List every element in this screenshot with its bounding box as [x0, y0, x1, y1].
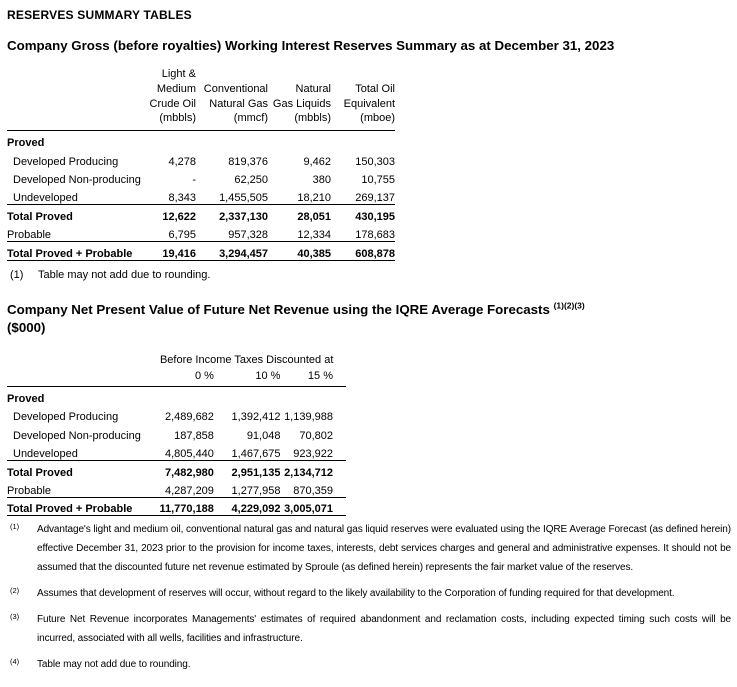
- npv-heading-line2: ($000): [7, 319, 46, 335]
- discount-rate-header: 15 %: [307, 369, 333, 382]
- cell-value: 1,392,412: [231, 411, 281, 424]
- npv-heading-footnote-refs: (1)(2)(3): [553, 300, 585, 311]
- footnote-text: Table may not add due to rounding.: [37, 659, 191, 671]
- cell-value: 2,489,682: [164, 411, 214, 424]
- footnotes-section: [7, 520, 731, 674]
- cell-value: 380: [312, 174, 331, 187]
- cell-value: 62,250: [234, 174, 268, 187]
- cell-value: 2,951,135: [214, 460, 281, 479]
- row-label: Proved: [7, 392, 45, 405]
- column-header-line: Total Oil: [355, 82, 395, 95]
- column-header-line: (mbbls): [159, 112, 196, 125]
- footnote-text: Future Net Revenue incorporates Managements' estimates of required abandonment and reclamation costs, including expected timing such costs will be incurred, associated with all wells, facilities and infrastructure.: [37, 614, 731, 645]
- column-header: [331, 67, 395, 131]
- cell-value: 430,195: [331, 205, 395, 224]
- cell-value: 8,343: [168, 192, 196, 205]
- row-label: Total Proved + Probable: [7, 497, 147, 516]
- column-header-line: (mbbls): [294, 112, 331, 125]
- footnote-marker: (1): [10, 268, 24, 281]
- cell-value: 1,277,958: [231, 484, 281, 497]
- cell-value: 187,858: [174, 429, 214, 442]
- footnote-marker: (1): [10, 522, 20, 532]
- row-label: Undeveloped: [13, 447, 78, 460]
- cell-value: [147, 386, 214, 405]
- column-header-line: Gas Liquids: [272, 97, 331, 110]
- column-header-line: Medium: [156, 82, 196, 95]
- column-header-line: Equivalent: [343, 97, 395, 110]
- footnote-text: Assumes that development of reserves will occur, without regard to the likely availability to the Corporation of funding required for that development.: [37, 588, 675, 600]
- cell-value: [196, 131, 268, 150]
- cell-value: 3,005,071: [280, 497, 346, 516]
- npv-heading-main: Company Net Present Value of Future Net Revenue using the IQRE Average Forecasts: [7, 301, 550, 317]
- cell-value: [268, 131, 331, 150]
- empty-header-cell: [7, 67, 142, 131]
- npv-table: [7, 350, 346, 517]
- footnote-marker: (3): [10, 612, 20, 622]
- footnote-marker: (4): [10, 657, 20, 667]
- npv-heading: [7, 301, 731, 337]
- npv-span-header-row: [7, 350, 346, 368]
- footnote: [7, 520, 731, 577]
- column-header-line: Crude Oil: [149, 97, 196, 110]
- cell-value: 19,416: [142, 242, 196, 261]
- row-label: Probable: [7, 484, 52, 497]
- row-label: Developed Producing: [13, 411, 119, 424]
- row-label: Developed Producing: [13, 155, 119, 168]
- column-header-line: (mmcf): [233, 112, 268, 125]
- cell-value: 957,328: [228, 229, 268, 242]
- footnote-text: Table may not add due to rounding.: [38, 268, 211, 281]
- table-row: [7, 205, 395, 224]
- table-row: [7, 186, 395, 205]
- table-row: [7, 386, 346, 405]
- table-row: [7, 497, 346, 516]
- row-label: Developed Non-producing: [13, 174, 141, 187]
- discount-rate-header: 0 %: [194, 369, 214, 382]
- cell-value: 1,455,505: [219, 192, 268, 205]
- npv-heading-line1: [7, 301, 731, 319]
- table-row: [7, 442, 346, 461]
- row-label: Total Proved: [7, 205, 142, 224]
- cell-value: 819,376: [228, 155, 268, 168]
- cell-value: 11,770,188: [147, 497, 214, 516]
- gross-table-footnote: [10, 268, 731, 282]
- column-header-line: Conventional: [203, 82, 268, 95]
- row-label: Developed Non-producing: [13, 429, 141, 442]
- cell-value: 1,139,988: [284, 411, 333, 424]
- cell-value: 12,622: [142, 205, 196, 224]
- footnote: [7, 584, 731, 603]
- cell-value: 178,683: [355, 229, 395, 242]
- cell-value: 18,210: [297, 192, 331, 205]
- column-header-line: Natural: [295, 82, 331, 95]
- cell-value: [331, 131, 395, 150]
- cell-value: [214, 386, 281, 405]
- column-header-line: Light &: [161, 68, 196, 80]
- cell-value: [142, 131, 196, 150]
- cell-value: 91,048: [246, 429, 281, 442]
- footnote: [7, 655, 731, 674]
- table-row: [7, 479, 346, 498]
- cell-value: 4,805,440: [164, 447, 214, 460]
- page-title: RESERVES SUMMARY TABLES: [7, 8, 192, 22]
- cell-value: 6,795: [168, 229, 196, 242]
- cell-value: 608,878: [331, 242, 395, 261]
- cell-value: 28,051: [268, 205, 331, 224]
- table-row: [7, 223, 395, 242]
- cell-value: [280, 386, 346, 405]
- table-row: [7, 460, 346, 479]
- cell-value: 12,334: [297, 229, 331, 242]
- cell-value: 4,229,092: [214, 497, 281, 516]
- cell-value: 269,137: [355, 192, 395, 205]
- column-header: [268, 67, 331, 131]
- table-row: [7, 405, 346, 424]
- discount-rate-header: 10 %: [255, 369, 281, 382]
- gross-reserves-header-row: [7, 67, 395, 131]
- npv-span-header: Before Income Taxes Discounted at: [159, 353, 334, 366]
- column-header-line: (mboe): [360, 112, 395, 125]
- cell-value: -: [192, 174, 196, 187]
- footnote-text: Advantage's light and medium oil, conventional natural gas and natural gas liquid reserves were evaluated using the IQRE Average Forecast (as defined herein) effective December 31, 2023 prior to the provision for income taxes, interests, debt services charges and general and administrative expenses. It should not be assumed that the discounted future net revenue estimated by Sproule (as defined herein) represents the fair market value of the reserves.: [37, 524, 731, 574]
- row-label: Undeveloped: [13, 192, 78, 205]
- row-label: Probable: [7, 229, 52, 242]
- cell-value: 3,294,457: [196, 242, 268, 261]
- column-header-line: Natural Gas: [209, 97, 268, 110]
- footnote-marker: (2): [10, 586, 20, 596]
- empty-header-cell: [7, 350, 147, 368]
- cell-value: 7,482,980: [147, 460, 214, 479]
- cell-value: 40,385: [268, 242, 331, 261]
- table-row: [7, 131, 395, 150]
- table-row: [7, 423, 346, 442]
- column-header: [196, 67, 268, 131]
- empty-header-cell: [7, 368, 147, 387]
- column-header: [142, 67, 196, 131]
- row-label: Total Proved + Probable: [7, 242, 142, 261]
- cell-value: 9,462: [303, 155, 331, 168]
- cell-value: 1,467,675: [231, 447, 281, 460]
- row-label: Proved: [7, 137, 45, 150]
- cell-value: 10,755: [361, 174, 395, 187]
- cell-value: 4,278: [168, 155, 196, 168]
- row-label: Total Proved: [7, 460, 147, 479]
- cell-value: 70,802: [299, 429, 333, 442]
- cell-value: 923,922: [293, 447, 333, 460]
- cell-value: 2,134,712: [280, 460, 346, 479]
- cell-value: 150,303: [355, 155, 395, 168]
- cell-value: 4,287,209: [164, 484, 214, 497]
- table-row: [7, 168, 395, 187]
- npv-percent-header-row: [7, 368, 346, 387]
- gross-reserves-heading: Company Gross (before royalties) Working Interest Reserves Summary as at December 31, 2023: [7, 38, 615, 53]
- cell-value: 870,359: [293, 484, 333, 497]
- footnote: [7, 610, 731, 648]
- cell-value: 2,337,130: [196, 205, 268, 224]
- table-row: [7, 149, 395, 168]
- gross-reserves-table: [7, 67, 395, 261]
- table-row: [7, 242, 395, 261]
